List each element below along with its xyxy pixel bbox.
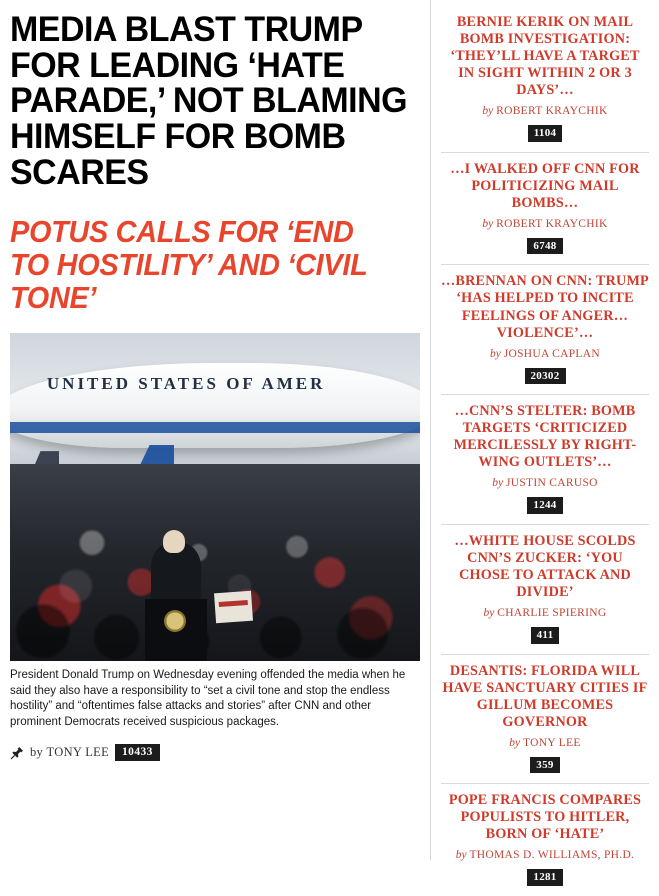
rail-item-byline	[441, 607, 649, 619]
rail-item-byline	[441, 477, 649, 489]
rail-byline-prefix: by	[455, 849, 467, 862]
rail-author-link[interactable]: JOSHUA CAPLAN	[503, 347, 600, 360]
rail-item-title[interactable]: …CNN’S STELTER: BOMB TARGETS ‘CRITICIZED MERCILESSLY BY RIGHT-WING OUTLETS’…	[453, 403, 637, 471]
rail-comment-count-badge[interactable]: 20302	[525, 368, 566, 385]
article-author-link[interactable]: TONY LEE	[46, 745, 110, 760]
rail-item-title[interactable]: DESANTIS: FLORIDA WILL HAVE SANCTUARY CITIES IF GILLUM BECOMES GOVERNOR	[442, 662, 648, 730]
list-item[interactable]	[441, 153, 649, 266]
photo-airplane-text: UNITED STATES OF AMER	[46, 374, 326, 394]
rail-byline-prefix: by	[490, 347, 501, 360]
rail-byline-prefix: by	[483, 607, 495, 619]
photo-crowd-detail	[10, 464, 420, 661]
photo-rally-sign	[214, 591, 253, 623]
page-title: MEDIA BLAST TRUMP FOR LEADING ‘HATE PARADE,’ NOT BLAMING HIMSELF FOR BOMB SCARES	[10, 10, 408, 192]
rail-comment-count-badge[interactable]: 359	[530, 757, 559, 774]
rail-author-link[interactable]: ROBERT KRAYCHIK	[496, 105, 608, 118]
comment-count-badge[interactable]: 10433	[115, 744, 160, 761]
rail-byline-prefix: by	[482, 105, 494, 118]
rail-comment-count-badge[interactable]: 1244	[527, 497, 562, 514]
list-item[interactable]	[441, 6, 649, 153]
rail-item-title[interactable]: …WHITE HOUSE SCOLDS CNN’S ZUCKER: ‘YOU CHOSE TO ATTACK AND DIVIDE’	[454, 532, 636, 600]
rail-item-title[interactable]: BERNIE KERIK ON MAIL BOMB INVESTIGATION: ‘THEY’LL HAVE A TARGET IN SIGHT WITHIN 2 OR 3 DAYS’…	[450, 14, 640, 99]
list-item[interactable]	[441, 265, 649, 395]
rail-author-link[interactable]: ROBERT KRAYCHIK	[496, 217, 608, 230]
rail-item-title[interactable]: …BRENNAN ON CNN: TRUMP ‘HAS HELPED TO INCITE FEELINGS OF ANGER… VIOLENCE’…	[441, 273, 649, 341]
photo-caption: President Donald Trump on Wednesday evening offended the media when he said they also have a responsibility to “set a civil tone and stop the endless hostility” and “oftentimes false attacks and stories” after CNN and other prominent Democrats received suspicious packages.	[10, 669, 406, 728]
rail-byline-prefix: by	[509, 736, 521, 749]
rail-item-title[interactable]: POPE FRANCIS COMPARES POPULISTS TO HITLER, BORN OF ‘HATE’	[448, 792, 642, 843]
rail-author-link[interactable]: THOMAS D. WILLIAMS, PH.D.	[469, 849, 635, 862]
photo-presidential-seal	[164, 610, 186, 632]
rail-item-byline	[441, 737, 649, 749]
rail-comment-count-badge[interactable]: 6748	[527, 238, 562, 255]
list-item[interactable]	[441, 395, 649, 525]
rail-item-byline	[441, 105, 649, 117]
related-stories-rail	[430, 0, 659, 884]
article-byline-row	[10, 744, 420, 761]
rail-item-title[interactable]: …I WALKED OFF CNN FOR POLITICIZING MAIL BOMBS…	[450, 160, 640, 211]
byline-prefix: by	[30, 745, 44, 760]
list-item[interactable]	[441, 655, 649, 785]
rail-author-link[interactable]: JUSTIN CARUSO	[505, 477, 598, 490]
rail-author-link[interactable]: CHARLIE SPIERING	[497, 607, 607, 619]
rail-author-link[interactable]: TONY LEE	[523, 736, 581, 749]
rail-byline-prefix: by	[482, 217, 494, 230]
rail-comment-count-badge[interactable]: 1104	[528, 125, 563, 142]
article-subheadline: POTUS CALLS FOR ‘END TO HOSTILITY’ AND ‘CIVIL TONE’	[10, 214, 367, 316]
list-item[interactable]	[441, 525, 649, 655]
rail-item-byline	[441, 348, 649, 360]
pin-icon	[10, 746, 24, 760]
list-item[interactable]	[441, 784, 649, 896]
article-photo	[10, 333, 420, 661]
rail-byline-prefix: by	[492, 477, 504, 490]
photo-speaker-head	[163, 530, 186, 553]
rail-comment-count-badge[interactable]: 411	[531, 627, 560, 644]
rail-comment-count-badge[interactable]: 1281	[527, 869, 562, 886]
rail-item-byline	[441, 218, 649, 230]
photo-airplane-stripe	[10, 422, 420, 433]
article-byline	[30, 745, 109, 760]
